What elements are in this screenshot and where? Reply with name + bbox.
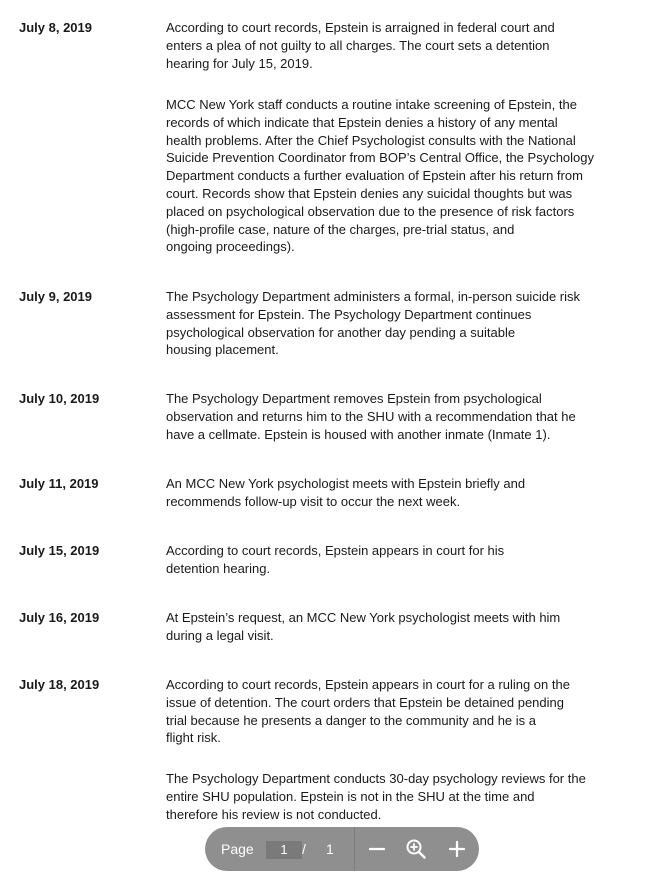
text-line: (high-profile case, nature of the charges, pre-trial status, and bbox=[166, 221, 515, 237]
text-line: psychological observation for another day pending a suitable bbox=[166, 324, 516, 340]
zoom-fit-button[interactable] bbox=[404, 837, 428, 861]
entry-paragraph bbox=[166, 609, 622, 645]
page-number-input[interactable] bbox=[266, 841, 302, 859]
magnifier-plus-icon bbox=[404, 837, 428, 861]
zoom-out-button[interactable] bbox=[365, 837, 389, 861]
entry-paragraph bbox=[166, 676, 622, 747]
entry-date: July 10, 2019 bbox=[19, 391, 100, 406]
entry-date: July 9, 2019 bbox=[19, 289, 92, 304]
entry-paragraph bbox=[166, 475, 622, 511]
text-line: issue of detention. The court orders that Epstein be detained pending bbox=[166, 694, 564, 710]
text-line: detention hearing. bbox=[166, 560, 271, 576]
text-line: court. Records show that Epstein denies any suicidal thoughts but was bbox=[166, 185, 573, 201]
text-line: hearing for July 15, 2019. bbox=[166, 55, 313, 71]
entry-date: July 18, 2019 bbox=[19, 677, 100, 692]
text-line: records of which indicate that Epstein denies a history of any mental bbox=[166, 114, 558, 130]
text-line: According to court records, Epstein appears in court for his bbox=[166, 543, 505, 558]
text-line: The Psychology Department administers a formal, in-person suicide risk bbox=[166, 289, 581, 304]
entry-paragraph bbox=[166, 770, 622, 823]
text-line: housing placement. bbox=[166, 342, 279, 358]
entry-paragraph bbox=[166, 19, 622, 72]
entry-date: July 11, 2019 bbox=[19, 476, 99, 491]
entry-paragraph bbox=[166, 390, 622, 443]
text-line: According to court records, Epstein is arraigned in federal court and bbox=[166, 20, 555, 35]
text-line: ongoing proceedings). bbox=[166, 239, 295, 255]
text-line: trial because he presents a danger to the community and he is a bbox=[166, 712, 536, 728]
entry-paragraph bbox=[166, 542, 622, 578]
entry-date: July 8, 2019 bbox=[19, 20, 92, 35]
text-line: entire SHU population. Epstein is not in the SHU at the time and bbox=[166, 788, 535, 804]
text-line: MCC New York staff conducts a routine intake screening of Epstein, the bbox=[166, 97, 577, 112]
text-line: during a legal visit. bbox=[166, 627, 274, 643]
entry-paragraph bbox=[166, 288, 622, 359]
text-line: health problems. After the Chief Psychologist consults with the National bbox=[166, 132, 576, 148]
text-line: therefore his review is not conducted. bbox=[166, 806, 382, 822]
page-label: Page bbox=[221, 841, 254, 857]
text-line: enters a plea of not guilty to all charges. The court sets a detention bbox=[166, 37, 550, 53]
page-separator: / bbox=[302, 841, 306, 857]
plus-icon bbox=[445, 837, 469, 861]
zoom-in-button[interactable] bbox=[445, 837, 469, 861]
entry-paragraph bbox=[166, 96, 622, 256]
text-line: flight risk. bbox=[166, 730, 221, 746]
text-line: Suicide Prevention Coordinator from BOP’s Central Office, the Psychology bbox=[166, 150, 595, 166]
text-line: assessment for Epstein. The Psychology Department continues bbox=[166, 306, 532, 322]
text-line: placed on psychological observation due to the presence of risk factors bbox=[166, 203, 575, 219]
entry-date: July 16, 2019 bbox=[19, 610, 100, 625]
text-line: An MCC New York psychologist meets with Epstein briefly and bbox=[166, 476, 526, 491]
text-line: Department conducts a further evaluation of Epstein after his return from bbox=[166, 168, 583, 184]
text-line: observation and returns him to the SHU with a recommendation that he bbox=[166, 408, 576, 424]
toolbar-divider bbox=[354, 827, 355, 871]
text-line: At Epstein’s request, an MCC New York psychologist meets with him bbox=[166, 610, 561, 625]
total-pages: 1 bbox=[326, 841, 334, 857]
text-line: recommends follow-up visit to occur the next week. bbox=[166, 493, 461, 509]
text-line: The Psychology Department conducts 30-day psychology reviews for the bbox=[166, 771, 586, 786]
entry-date: July 15, 2019 bbox=[19, 543, 100, 558]
text-line: The Psychology Department removes Epstein from psychological bbox=[166, 391, 542, 406]
text-line: According to court records, Epstein appears in court for a ruling on the bbox=[166, 677, 570, 692]
text-line: have a cellmate. Epstein is housed with another inmate (Inmate 1). bbox=[166, 426, 551, 442]
pdf-viewer-toolbar bbox=[205, 827, 479, 871]
minus-icon bbox=[365, 837, 389, 861]
